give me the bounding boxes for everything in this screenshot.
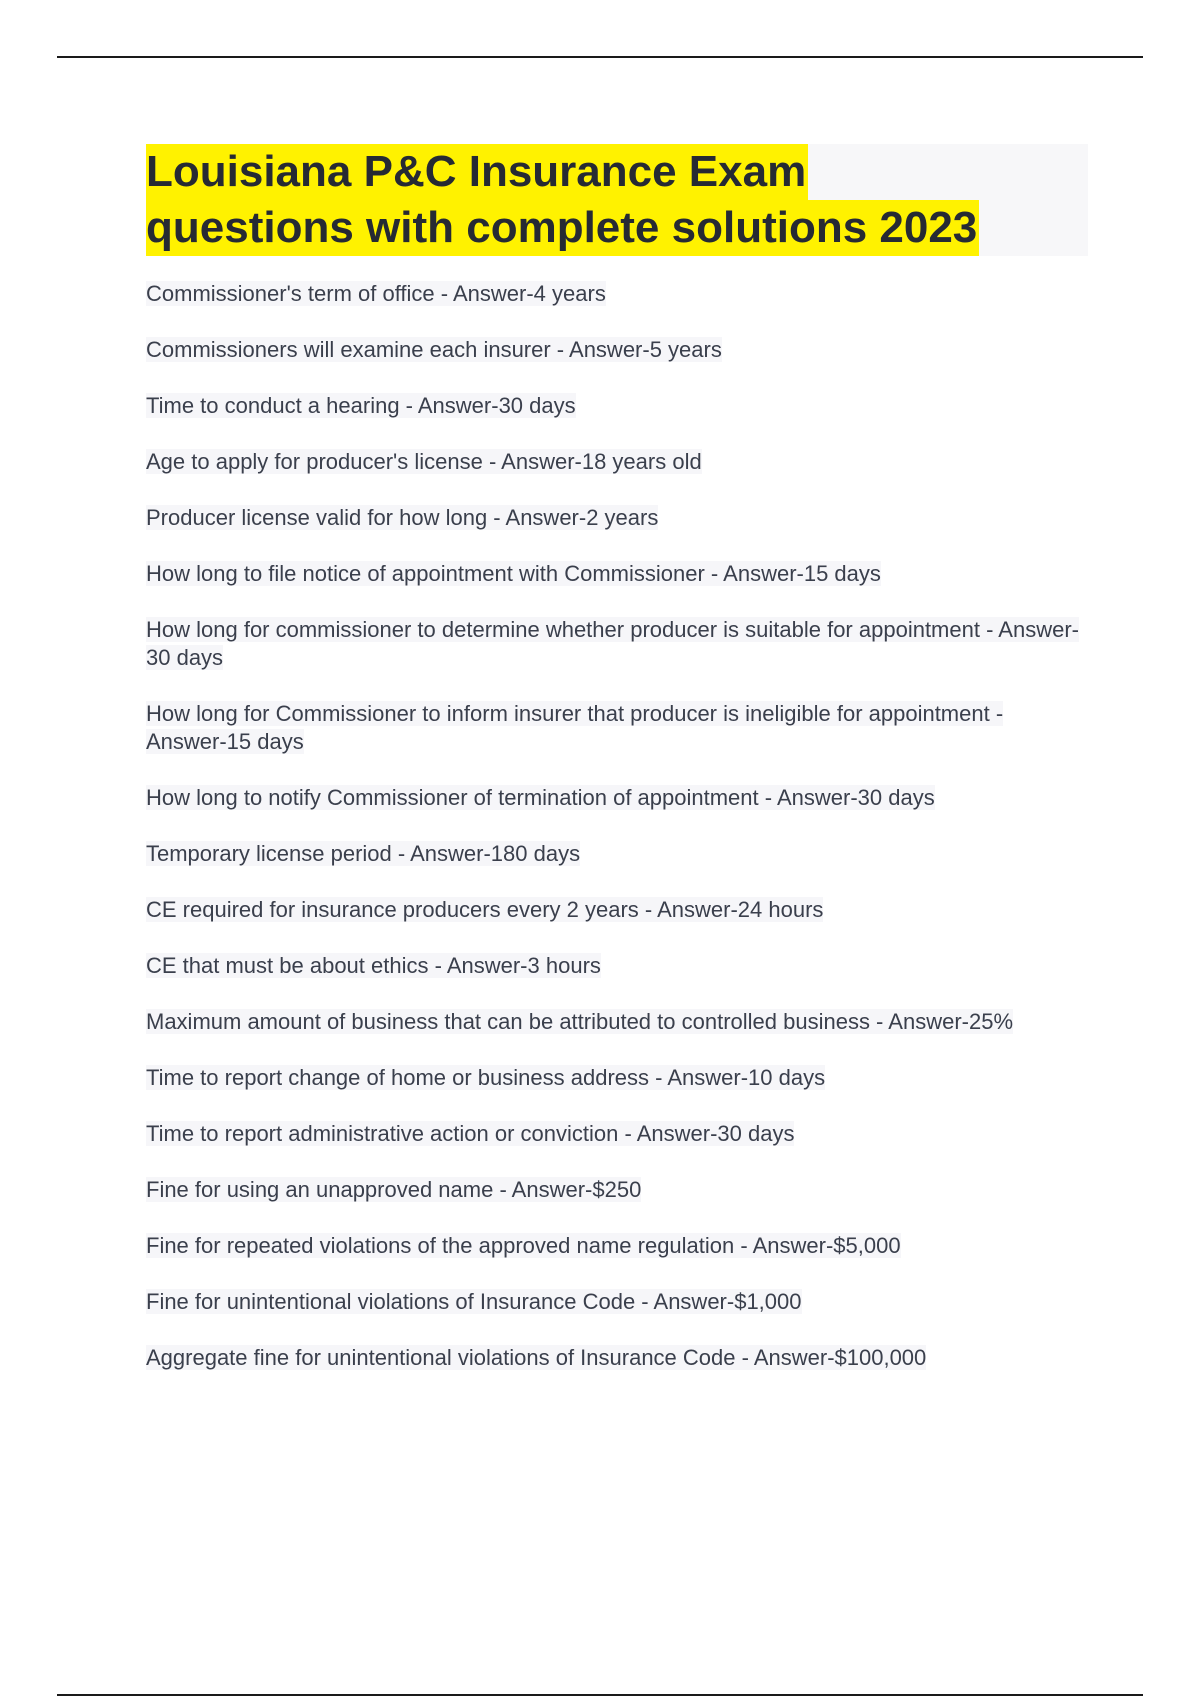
title-line-2: questions with complete solutions 2023 — [146, 200, 979, 256]
qa-item — [146, 1120, 1088, 1148]
qa-item-text: Fine for repeated violations of the approved name regulation - Answer-$5,000 — [146, 1233, 901, 1258]
qa-item-text: Fine for using an unapproved name - Answer-$250 — [146, 1177, 642, 1202]
qa-item-text: CE required for insurance producers every 2 years - Answer-24 hours — [146, 897, 824, 922]
qa-item-text: How long to notify Commissioner of termination of appointment - Answer-30 days — [146, 785, 935, 810]
qa-item-text: Time to report change of home or business address - Answer-10 days — [146, 1065, 826, 1090]
qa-item — [146, 1344, 1088, 1372]
qa-item — [146, 504, 1088, 532]
qa-item-text: Time to report administrative action or conviction - Answer-30 days — [146, 1121, 795, 1146]
qa-item — [146, 280, 1088, 308]
qa-item — [146, 560, 1088, 588]
qa-item — [146, 448, 1088, 476]
qa-item-text: How long for Commissioner to inform insurer that producer is ineligible for appointment - Answer-15 days — [146, 701, 1004, 754]
qa-item — [146, 700, 1088, 756]
qa-item-text: Temporary license period - Answer-180 days — [146, 841, 581, 866]
qa-item-text: Fine for unintentional violations of Insurance Code - Answer-$1,000 — [146, 1289, 802, 1314]
qa-item-text: Producer license valid for how long - Answer-2 years — [146, 505, 659, 530]
qa-item — [146, 896, 1088, 924]
qa-item-text: How long to file notice of appointment with Commissioner - Answer-15 days — [146, 561, 881, 586]
qa-item — [146, 1008, 1088, 1036]
qa-item-text: Commissioners will examine each insurer - Answer-5 years — [146, 337, 722, 362]
qa-item — [146, 336, 1088, 364]
qa-item — [146, 392, 1088, 420]
qa-item — [146, 1064, 1088, 1092]
qa-item — [146, 840, 1088, 868]
qa-item-text: Commissioner's term of office - Answer-4 years — [146, 281, 606, 306]
qa-item — [146, 952, 1088, 980]
qa-item — [146, 784, 1088, 812]
document-title — [146, 144, 1088, 256]
top-rule — [57, 56, 1143, 58]
qa-item — [146, 616, 1088, 672]
qa-item-text: How long for commissioner to determine whether producer is suitable for appointment - Answer-30 days — [146, 617, 1079, 670]
qa-item — [146, 1288, 1088, 1316]
qa-item — [146, 1176, 1088, 1204]
document-body — [146, 144, 1088, 1372]
qa-item-text: Aggregate fine for unintentional violations of Insurance Code - Answer-$100,000 — [146, 1345, 927, 1370]
bottom-rule — [57, 1694, 1143, 1696]
qa-item-text: Maximum amount of business that can be attributed to controlled business - Answer-25% — [146, 1009, 1014, 1034]
qa-list — [146, 280, 1088, 1372]
qa-item-text: Age to apply for producer's license - Answer-18 years old — [146, 449, 702, 474]
qa-item-text: Time to conduct a hearing - Answer-30 days — [146, 393, 576, 418]
qa-item — [146, 1232, 1088, 1260]
title-line-1: Louisiana P&C Insurance Exam — [146, 144, 808, 200]
qa-item-text: CE that must be about ethics - Answer-3 hours — [146, 953, 601, 978]
